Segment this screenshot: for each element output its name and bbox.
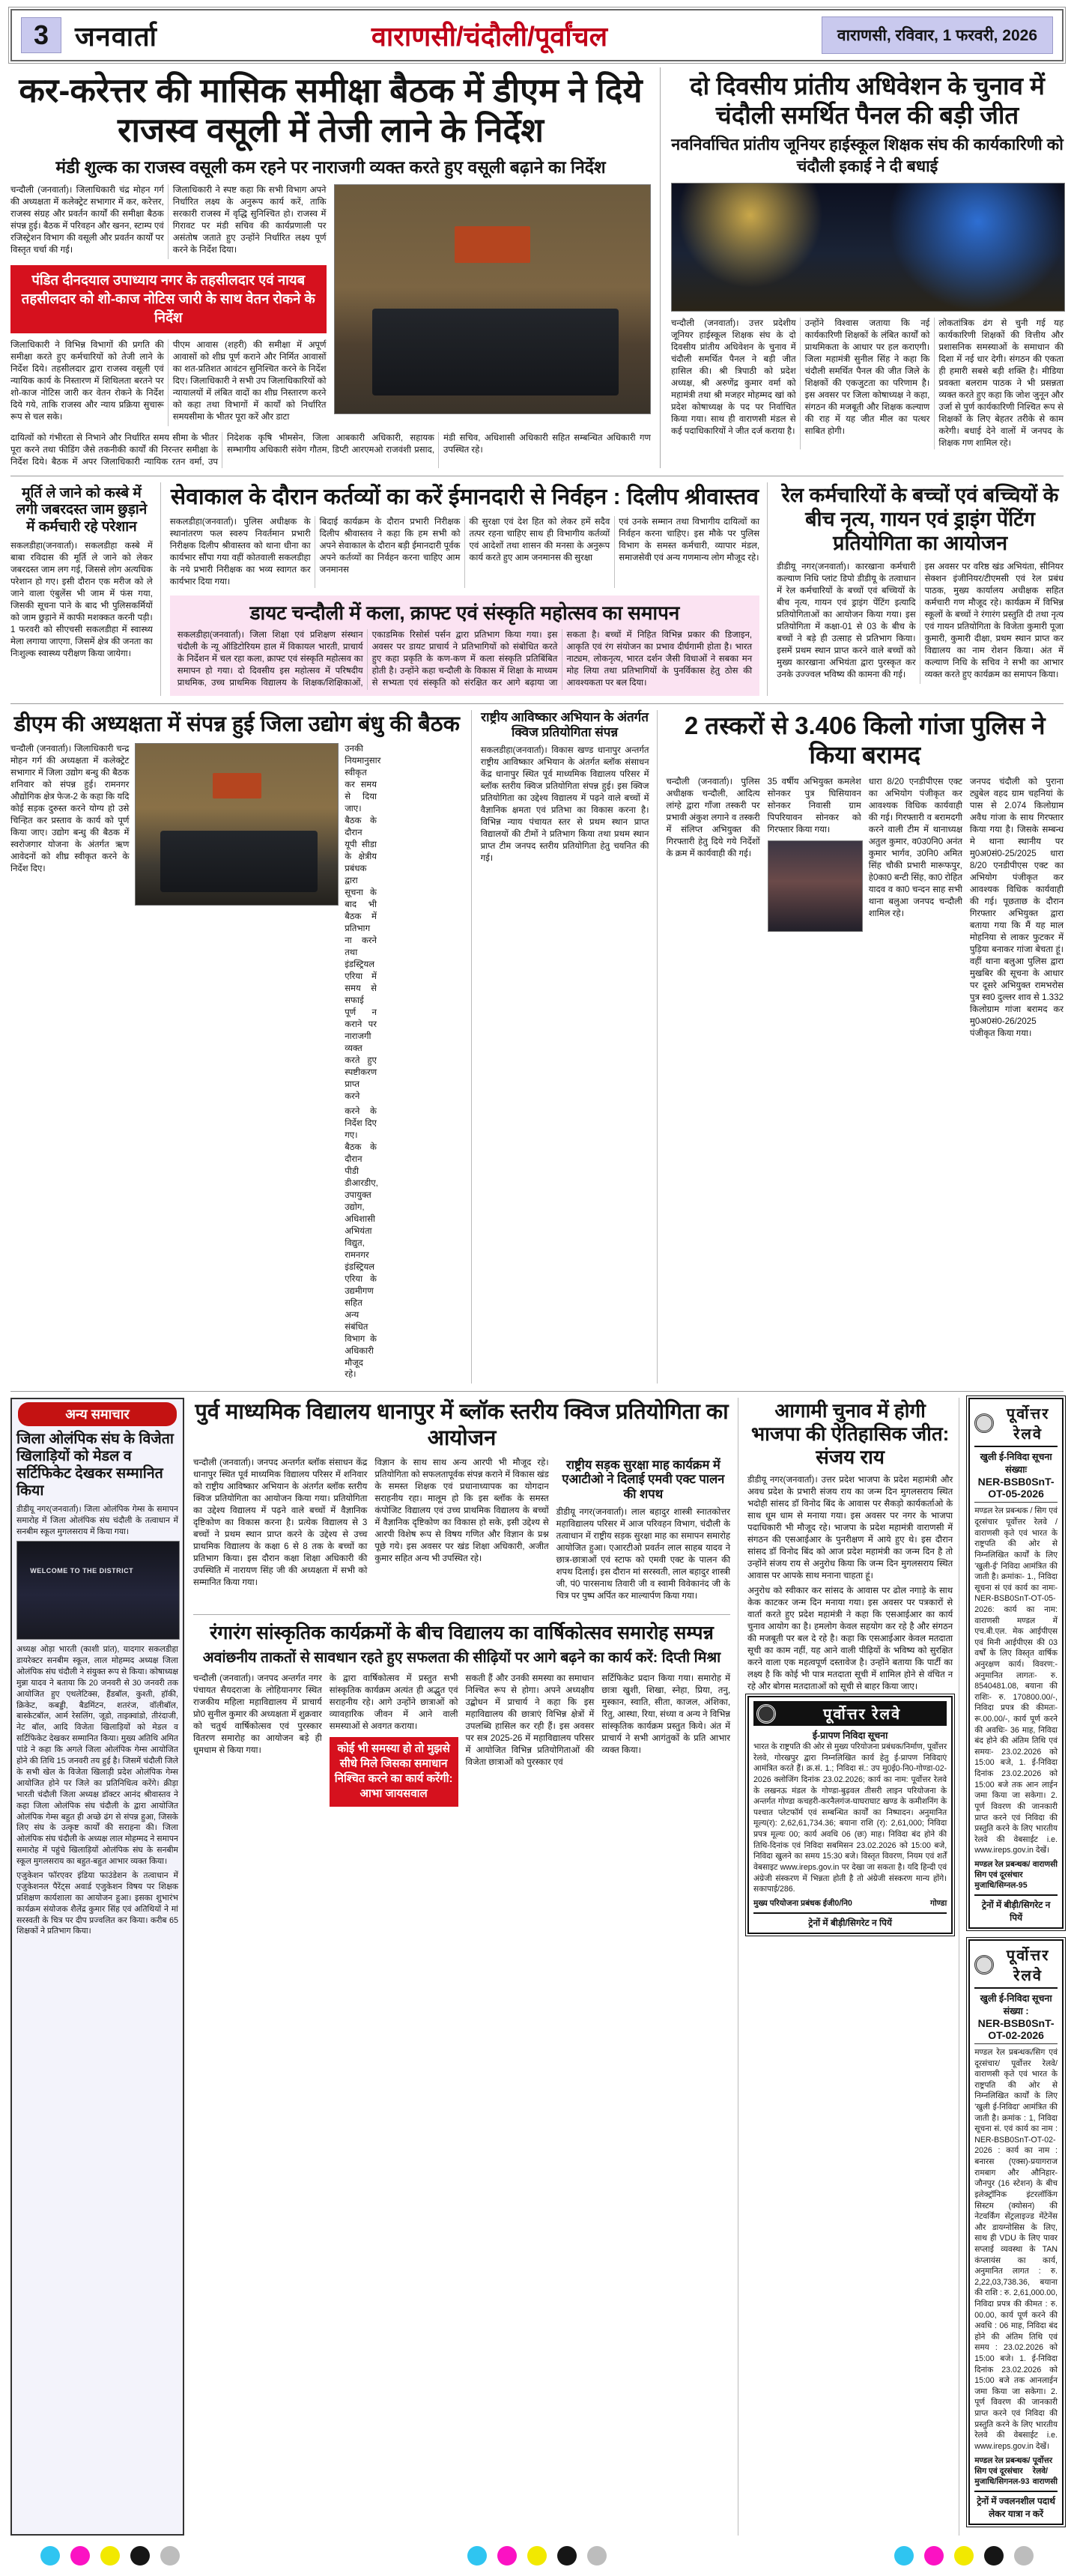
article-varshikotsav bbox=[193, 1614, 730, 1810]
print-color-dot bbox=[40, 2546, 60, 2566]
dhanapur-headline: पुर्व माध्यमिक विद्यालय धानापुर में ब्लॉक स्तरीय क्विज प्रतियोगिता का आयोजन bbox=[195, 1400, 729, 1450]
lead-body-col: चन्दौली (जनवार्ता)। जिलाधिकारी चंद्र मोहन गर्ग की अध्यक्षता में कलेक्ट्रेट सभागार में कर, करेत्तर, राजस्व संग्रह और प्रवर्तन कार्यों की समीक्षा बैठक संपन्न हुई। बैठक में परिवहन और खनन, स्टाम्प एवं रजिस्ट्रेशन विभाग की वसूली और प्रवर्तन कार्यों पर विस्तृत चर्चा की गई। bbox=[10, 185, 164, 255]
notice1-body: मण्डल रेल प्रबन्धक / सिग एवं दूरसंचार पूर्वोत्तर रेलवे /वाराणसी कृते एवं भारत के राष्ट्रपति की ओर से निम्नलिखित कार्यों के लिए 'खुली-ई' निविदा आमंत्रित की जाती है। क्रमांकः- 1., निविदा सूचना सं एवं कार्य का नामः- NER-BSB0SnT-OT-05-2026: कार्य का नाम: वाराणसी मण्डल में एच.बी.एल. मेक आईपीएस एवं मिनी आईपीएस की 03 वर्षों के लिए विस्तृत वार्षिक अनुरक्षण कार्य। विवरण:- अनुमानित लागतः- रु. 8540481.08, बयाना की राशिः- रु. 170800.00/-, निविदा प्रपत्र की कीमतः- रू.00.00/-, कार्य पूर्ण करने की अवधिः- 36 माह, निविदा बंद होने की अंतिम तिथि एवं समयः- 23.02.2026 को 15:00 बजे, 1. ई-निविदा दिनांक 23.02.2026 को 15:00 बजे तक आन लाईन जमा किया जा सकेगा। 2. पूर्ण विवरण की जानकारी प्राप्त करने एवं निविदा की प्रस्तुति करने के लिए भारतीय रेलवे की वेबसाईट i.e. www.ireps.gov.in देखें। bbox=[974, 1506, 1058, 1855]
quiz-sampann-headline: राष्ट्रीय आविष्कार अभियान के अंतर्गत क्विज प्रतियोगिता संपन्न bbox=[481, 710, 649, 740]
notice2-sign-left: मुख्य परियोजना प्रबंधक ईजी0/नि0 bbox=[753, 1898, 852, 1908]
print-color-dot bbox=[527, 2546, 547, 2566]
top-stories-row bbox=[10, 67, 1064, 468]
edition-region: वाराणसी/चंदौली/पूर्वांचल bbox=[371, 20, 607, 52]
ganja-police-photo bbox=[768, 840, 863, 932]
article-sadak-suraksha bbox=[556, 1457, 730, 1605]
cmyk-dots-right bbox=[894, 2546, 1034, 2566]
photo-table-shape bbox=[160, 831, 318, 892]
notice3-footer: ट्रेनों में ज्वलनशील पदार्थ लेकर यात्रा न करें bbox=[974, 2491, 1058, 2520]
ganja-body-col: चन्दौली (जनवार्ता)। पुलिस अधीक्षक चन्दौली, आदित्य लांग्हे द्वारा गाँजा तस्करी पर प्रभावी अंकुश लगाने व तस्करी में संलिप्त अभियुक्त की गिरफ्तारी हेतु दिये गये निर्देशों के क्रम में कार्यवाही की गई। bbox=[666, 776, 760, 858]
print-registration-marks bbox=[10, 2536, 1064, 2572]
railkids-body-col: डीडीयू नगर(जनवार्ता)। कारखाना कर्मचारी कल्याण निधि प्लांट डिपो डीडीयू के तत्वाधान में रेल कर्मचारियों के बच्चों एवं बच्चियों के बीच नृत्य, गायन एवं ड्राइंग पेंटिंग इत्यादि प्रतियोगिताओं का आयोजन किया गया। इस प्रतियोगिता में कक्षा-01 से 03 के बीच के बच्चों ने बड़े ही उत्साह से प्रतिभाग किया। इसमें प्रथम स्थान प्राप्त करने वाले बच्चों को मुख्य कारखाना अभियंता द्वारा पुरस्कृत कर उनके उज्ज्वल भविष्य की कामना की गई। bbox=[777, 562, 916, 680]
notice1-brand: पूर्वोत्तर रेलवे bbox=[1006, 1406, 1050, 1443]
notice2-brand-bar bbox=[753, 1701, 947, 1726]
udyog-body-col: चन्दौली (जनवार्ता)। जिलाधिकारी चन्द्र मोहन गर्ग की अध्यक्षता में कलेक्ट्रेट सभागार में जिला उद्योग बन्धु की बैठक शनिवार को संपन्न हुई। रामनगर औद्योगिक क्षेत्र फेज-2 के कहा कि यदि कोई सड़क दुरुस्त करने योग्य हो उसे चिन्हित कर प्रस्ताव के कार्य को पूर्ण किया जाए। उद्योग बन्धु की बैठक में स्वरोजगार योजना के अंतर्गत ऋण आवेदनों को शीघ्र स्वीकृत करने के निर्देश दिए। bbox=[10, 744, 130, 874]
lead-body-col: जिलाधिकारी ने स्पष्ट कहा कि सभी विभाग अपने निर्धारित लक्ष्य के अनुरूप कार्य करें, ताकि सरकारी राजस्व में वृद्धि सुनिश्चित हो। राजस्व में गिरावट पर मंडी सचिव की कार्यप्रणाली पर असंतोष जताते हुए उन्होंने निर्धारित लक्ष्य पूर्ण करने के निर्देश दिया। bbox=[172, 185, 327, 255]
railway-logo-icon bbox=[974, 1955, 994, 1975]
print-color-dot bbox=[160, 2546, 180, 2566]
print-color-dot bbox=[497, 2546, 517, 2566]
article-ganja-seizure bbox=[667, 710, 1064, 1384]
railway-notice-2 bbox=[747, 1696, 953, 1934]
article-diet-festival bbox=[170, 595, 759, 696]
lead-body-col: पीएम आवास (शहरी) की समीक्षा में अपूर्ण आवासों को शीघ्र पूर्ण कराने और निर्मित आवासों का शत-प्रतिशत आवंटन सुनिश्चित करने के निर्देश दिए। जिलाधिकारी ने सभी उप जिलाधिकारियों को न्यायालयों में लंबित वादों का शीघ्र निस्तारण करने को कहा तथा विभागों में कार्यों को निर्धारित समयसीमा के भीतर पूरा करें और डाटा bbox=[172, 340, 327, 422]
sevakal-body-col: सकलडीहा(जनवार्ता)। पुलिस अधीक्षक के स्थानांतरण फल स्वरुप निवर्तमान प्रभारी निरीक्षक दिलीप श्रीवास्तव को थाना धीना का कार्यभार सौंपा गया वहीं कोतवाली सकलडीहा के नये प्रभारी निरीक्षक का भव्य स्वागत कर कार्यभार दिया गया। bbox=[169, 517, 311, 587]
article-olympic-box bbox=[10, 1398, 184, 2535]
cmyk-dots-left bbox=[40, 2546, 180, 2566]
sanjay-headline: आगामी चुनाव में होगी भाजपा की ऐतिहासिक जीत: संजय राय bbox=[750, 1399, 950, 1468]
diet-body: सकलडीहा(जनवार्ता)। जिला शिक्षा एवं प्रशिक्षण संस्थान चंदौली के न्यू ऑडिटोरियम हाल में विकायल भारती, प्राचार्य के निर्देशन में चल रहा कला, क्राफ्ट एवं संस्कृति महोत्सव का समापन हो गया। दो दिवसीय इस महोत्सव में परिषदीय प्राथमिक, उच्च प्राथमिक विद्यालय के शिक्षक/शिक्षिकाओं, एकाडमिक रिसोर्स पर्सन द्वारा प्रतिभाग किया गया। इस अवसर पर डायट प्राचार्य ने प्रतिभागियों को संबोधित करते हुए कहा प्रकृति के कण-कण में कला संस्कृति प्रतिबिंबित होती है। उन्होंने कहा चन्दौली के विकास में शिक्षा के माध्यम से सभ्यता एवं संस्कृति को संरक्षित कर आगे बढ़ाया जा सकता है। बच्चों में निहित विभिन्न प्रकार की डिजाइन, आकृति एवं रंग संयोजन का प्रभाव दीर्घगामी होता है। भारत नाट्यम, लोकनृत्य, भारत दर्शन जैसी विधाओं ने सबका मन मोह लिया तथा प्रतिभागियों के पुनर्विकास हेतु ठोस की आवश्यकता पर बल दिया। bbox=[177, 629, 753, 688]
article-rail-kids bbox=[777, 482, 1064, 696]
ganja-body-col: धारा 8/20 एनडीपीएस एक्ट का अभियोग पंजीकृत कर आवश्यक विधिक कार्यवाही की गई। गिरफ्तारी व बरामदगी करने वाली टीम में थानाध्यक्ष अतुल कुमार, व0उ0नि0 अनंत कुमार भार्गव, उ0नि0 अमित सिंह चौकी प्रभारी मारूफपुर, हे0का0 बन्टी सिंह, का0 रोहित यादव व का0 चन्दन साह सभी थाना बलुआ जनपद चन्दौली शामिल रहे। bbox=[868, 776, 962, 918]
notice3-title: खुली ई-निविदा सूचना संख्या : bbox=[980, 1992, 1052, 2016]
page-number: 3 bbox=[21, 17, 61, 53]
print-color-dot bbox=[70, 2546, 90, 2566]
olympic-stage-photo bbox=[16, 1541, 180, 1640]
railway-logo-icon bbox=[974, 1413, 994, 1433]
photo-banner-shape bbox=[213, 773, 261, 798]
notice3-brand: पूर्वोत्तर रेलवे bbox=[1006, 1947, 1050, 1984]
railway-notice-3 bbox=[968, 1939, 1064, 2525]
lead-callout-box: पंडित दीनदयाल उपाध्याय नगर के तहसीलदार एवं नायब तहसीलदार को शो-काज नोटिस जारी के साथ वेतन रोकने के निर्देश bbox=[10, 265, 327, 333]
lead-meeting-photo bbox=[334, 184, 652, 414]
print-color-dot bbox=[557, 2546, 577, 2566]
diet-headline: डायट चन्दौली में कला, क्राफ्ट एवं संस्कृति महोत्सव का समापन bbox=[249, 601, 680, 625]
notice1-title: खुली ई-निविदा सूचना संख्याः bbox=[980, 1452, 1052, 1476]
photo-table-shape bbox=[372, 309, 619, 396]
railkids-headline: रेल कर्मचारियों के बच्चों एवं बच्चियों के बीच नृत्य, गायन एवं ड्राइंग पेंटिंग प्रतियोगिता का आयोजन bbox=[781, 483, 1059, 554]
article-quiz-sampann bbox=[481, 710, 658, 1384]
print-color-dot bbox=[954, 2546, 974, 2566]
sadak-body: डीडीयू नगर(जनवार्ता)। लाल बहादुर शास्त्री स्नातकोत्तर महाविद्यालय परिसर में आज परिवहन विभाग, चंदौली के तत्वाधान में राष्ट्रीय सड़क सुरक्षा माह का समापन समारोह आयोजित हुआ। एआरटीओ प्रवर्तन लाल साहब यादव ने छात्र-छात्राओं एवं स्टाफ को एमवी एक्ट के पालन की शपथ दिलाई। इस दौरान मां सरस्वती, लाल बहादुर शास्त्री जी, पं0 पारसनाथ तिवारी जी व स्वामी विवेकानंद जी के चित्र पर पुष्प अर्पित कर माल्यार्पण किया गया। bbox=[556, 1507, 731, 1601]
masthead bbox=[10, 9, 1064, 61]
varshikotsav-headline: अवांछनीय ताकतों से सावधान रहते हुए सफलता की सीढ़ियों पर आगे बढ़ने का कार्य करें: दिप्ती मिश्रा bbox=[202, 1649, 721, 1666]
notice1-brand-bar bbox=[974, 1403, 1058, 1447]
cmyk-dots-center bbox=[467, 2546, 607, 2566]
print-color-dot bbox=[130, 2546, 150, 2566]
olympic-body-para: अध्यक्ष ओड़ा भारती (काशी प्रांत), यादगार सकलडीहा डायरेक्टर सनबीम स्कूल, लाल मोहम्मद अध्यक्ष जिला ओलंपिक संघ चंदौली ने संयुक्त रूप से किया। कोषाध्यक्ष मुन्ना यादव ने बताया कि 20 जनवरी से 30 जनवरी तक आयोजित हुए एथलेटिक्स, हैंडबॉल, कुश्ती, हॉकी, क्रिकेट, कबड्डी, बैडमिंटन, शतरंज, वॉलीबॉल, बास्केटबॉल, आर्म रेसलिंग, जूडो, ताइक्वांडो, तीरंदाजी, नेट बॉल, आदि विजेता खिलाड़ियों को मेडल व सर्टिफिकेट देखकर सम्मानित किया। मुख्य अतिथि अमित पांडे ने कहा कि अगले जिला ओलंपिक गेम्स आयोजित होने की तिथि 15 जनवरी तय हुई है। जिसमें चंदौली जिले के सभी खेल के विजेता खिलाड़ी प्रदेश ओलंपिक गेम्स आयोजित होने पर जिले का प्रतिनिधित्व करेंगे। क्रीड़ा भारती चंदौली जिला अध्यक्ष डॉक्टर आनंद श्रीवास्तव ने कहा जिला ओलंपिक संघ चंदौली के द्वारा आयोजित ओलंपिक गेम्स बहुत ही अच्छे ढंग से संपन्न हुआ, जिसके लिए संघ के उत्कृष्ट कार्यों की सराहना की। जिला ओलंपिक संघ चंदौली के अध्यक्ष लाल मोहम्मद ने समापन समारोह में पहुंचे खिलाड़ियों ओलंपिक संघ के सनबीम स्कूल मुगलसराय का बहुत-बहुत आभार व्यक्त किया। bbox=[16, 1645, 178, 1867]
olympic-headline: जिला ओलंपिक संघ के विजेता खिलाड़ियों को मेडल व सर्टिफिकेट देखकर सम्मानित किया bbox=[16, 1431, 174, 1500]
print-color-dot bbox=[1014, 2546, 1034, 2566]
sanjay-body-col: अनुरोध को स्वीकार कर सांसद के आवास पर ढोल नगाड़े के साथ केक काटकर जन्म दिन मनाया गया। इस अवसर पर पत्रकारों से वार्ता करते हुए प्रदेश महामंत्री ने कहा कि एसआईआर का कार्य चुनाव आयोग का है। हमलोग केवल सहयोग कर रहे है और संगठन की मजबूती पर बल दे रहे है। कहा कि एसआईआर केवल मतदाता सूची का काम नहीं, यह आने वाली पीढ़ियों के भविष्य को सुरक्षित करने वाला एक महत्वपूर्ण दस्तावेज है। उन्होंने बताया कि पार्टी का लक्ष्य है कि कोई भी पात्र मतदाता सूची में शामिल होने से वंचित न रहे और बोगस मतदाताओं को सूची से बाहर किया जाए। bbox=[747, 1586, 953, 1692]
sanjay-and-notice2-column bbox=[747, 1398, 959, 2535]
notice2-body: भारत के राष्ट्रपति की ओर से मुख्य परियोजना प्रबंधक/निर्माण, पूर्वोत्तर रेलवे, गोरखपुर द्वारा निम्नलिखित कार्य हेतु ई-प्रापण निविदाएं आमंत्रित करते हैं। क्र.सं. 1.; निविदा सं.: उप मु0ई0-नि0-गोण्डा-02-2026 क्लोजिंग दिनांक 23.02.2026; कार्य का नाम: पूर्वोत्तर रेलवे के लखनऊ मंडल के गोण्डा-बुढ़वल तीसरी लाइन परियोजना के अन्तर्गत गोण्डा कचहरी-करनैलगंज-घाघराघाट खण्ड के कमीशनिंग के पश्चात प्लेटफॉर्म एवं सम्बन्धित कार्यों का निष्पादन। अनुमानित मूल्य(र): 2,62,61,734.36; बयाना राशि (र): 2,61,000; निविदा प्रपत्र मूल्यः 00; कार्य अवधि 06 (छः) माह। निविदा बंद होने की तिथि-दिनांक एवं निविदा सबमिसन 23.02.2026 को 15:00 बजे, निविदा खुलने का समय 15:30 बजे। विस्तृत विवरण, नियम एवं शर्तें वेबसाइट www.ireps.gov.in पर देखा जा सकता है। यदि हिन्दी एवं अंग्रेजी संस्करण में भिन्नता होती है तो अंग्रेजी संस्करण मान्य होंगे। सकापाई/286. bbox=[753, 1742, 947, 1894]
quiz-sampann-body: सकलडीहा(जनवार्ता)। विकास खण्ड धानापुर अन्तर्गत राष्ट्रीय आविष्कार अभियान के अंतर्गत ब्लॉक संसाधन केंद्र धानापुर स्थित पूर्व माध्यमिक विद्यालय परिसर में ब्लॉक स्तरीय क्विज प्रतियोगिता संपन्न हुई। इस क्विज प्रतियोगिता का उद्देश्य विद्यालय में पढ़ने वाले बच्चों में वैज्ञानिक क्षमता एवं प्रतिभा का विकास करना है। विभिन्न न्याय पंचायत स्तर से प्रथम स्थान प्राप्त विद्यालयों की टीमों ने प्रतिभाग किया तथा प्रथम स्थान प्राप्त टीम जनपद स्तरीय प्रतियोगिता हेतु चयनित की गई। bbox=[480, 745, 649, 864]
udyog-headline: डीएम की अध्यक्षता में संपन्न हुई जिला उद्योग बंधु की बैठक bbox=[13, 712, 460, 737]
article-dhanapur-quiz bbox=[193, 1399, 730, 1605]
varshikotsav-body-col: के द्वारा वार्षिकोत्सव में प्रस्तुत सभी सांस्कृतिक कार्यक्रम अत्यंत ही अद्भुत एवं सराहनीय रहे। आगे उन्होंने छात्राओं को व्यावहारिक जीवन में आने वाली समस्याओं से अवगत कराया। bbox=[329, 1673, 458, 1731]
notice1-footer: ट्रेनों में बीड़ी/सिगरेट न पियें bbox=[974, 1894, 1058, 1924]
notice1-sign-right: वाराणसी bbox=[1032, 1859, 1058, 1869]
ganja-body-col: 35 वर्षीय अभियुक्त कमलेश सोनकर पुत्र घिसियावन सोनकर निवासी ग्राम पिपरियावन सोनकर को गिरफ्तार किया गया। bbox=[767, 776, 861, 834]
notice3-sign-right: पूर्वोत्तर रेलवे/वाराणसी bbox=[1032, 2455, 1058, 2486]
notice3-body: मण्डल रेल प्रबन्धक/सिग एवं दूरसंचार/ पूर्वोत्तर रेलवे/वाराणसी कृते एवं भारत के राष्ट्रपति की ओर से निम्नलिखित कार्यों के लिए 'खुली ई-निविदा' आमंत्रित की जाती है। क्रमांक : 1, निविदा सूचना सं. एवं कार्य का नाम : NER-BSB0SnT-OT-02-2026 : कार्य का नाम : बनारस (एक्स)-प्रयागराज रामबाग और औनिहार-जौनपुर (16 स्टेशन) के बीच इलेक्ट्रॉनिक इंटरलॉकिंग सिस्टम (क्योसन) की नेटवर्किंग सेंट्रलाइज्ड मेंटेनेंस और डायग्नोसिस के लिए, साथ ही VDU के लिए पावर सप्लाई व्यवस्था के TAN कंप्लायंस का कार्य, अनुमानित लागत : रु. 2,22,03,738.36, बयाना की राशि : रु. 2,61,000.00, निविदा प्रपत्र की कीमत : रु. 00.00, कार्य पूर्ण करने की अवधि : 06 माह, निविदा बंद होने की अंतिम तिथि एवं समय : 23.02.2026 को 15:00 बजे। 1. ई-निविदा दिनांक 23.02.2026 को 15:00 बजे तक आनलाईन जमा किया जा सकेगा। 2. पूर्ण विवरण की जानकारी प्राप्त करने एवं निविदा की प्रस्तुति करने के लिए भारतीय रेलवे की वेबसाईट i.e. www.ireps.gov.in देखें। bbox=[974, 2047, 1058, 2451]
lead-deck: मंडी शुल्क का राजस्व वसूली कम रहने पर नाराजगी व्यक्त करते हुए वसूली बढ़ाने का निर्देश bbox=[55, 157, 606, 178]
article-lead bbox=[10, 67, 661, 468]
notice2-sign-right: गोण्डा bbox=[930, 1898, 947, 1908]
notice3-sign-left: मण्डल रेल प्रबन्धक/सिग एवं दूरसंचार मुजाधि/सिगनल-93 bbox=[974, 2455, 1031, 2486]
sevakal-body-col: बिदाई कार्यक्रम के दौरान प्रभारी निरीक्षक दिलीप श्रीवास्तव ने कहा कि हम सभी को अपने सेवाकाल के दौरान बड़ी ईमानदारी पूर्वक अपने कर्तव्यों का निर्वहन करना चाहिए आम जनमानस bbox=[319, 517, 461, 575]
lead-body-col: जिलाधिकारी ने विभिन्न विभागों की प्रगति की समीक्षा करते हुए कर्मचारियों को तेजी लाने के निर्देश दिये। तहसीलदार द्वारा राजस्व वसूली एवं न्यायिक कार्य के निस्तारण में शिथिलता बरतने पर शो-काज नोटिस जारी कर वेतन रोकने के निर्देश दिये गये, ताकि राजस्व और न्याय प्रक्रिया सुचारू रूप से चल सके। bbox=[10, 340, 164, 422]
udyog-meeting-photo bbox=[135, 743, 339, 906]
varshikotsav-top-headline: रंगारंग सांस्कृतिक कार्यक्रमों के बीच विद्यालय का वार्षिकोत्सव समारोह सम्पन्न bbox=[193, 1614, 730, 1645]
notice2-footer: ट्रेनों में बीड़ी/सिगरेट न पियें bbox=[753, 1912, 947, 1929]
varshikotsav-body-col: सकती हैं और उनकी समस्या का समाधान निश्चित रूप से होगा। अपने अध्यक्षीय उद्बोधन में प्राचार्य ने कहा कि इस महाविद्यालय की छात्राएं विभिन्न क्षेत्रों में उपलब्धि हासिल कर रही हैं। इस अवसर पर सत्र 2025-26 में महाविद्यालय परिसर में आयोजित विभिन्न प्रतियोगिताओं की विजेता छात्राओं को पुरस्कार एवं bbox=[465, 1673, 595, 1767]
election-body-col: उन्होंने विश्वास जताया कि नई कार्यकारिणी शिक्षकों के लंबित कार्यों को प्राथमिकता के आधार पर हल कराएगी। जिला महामंत्री सुनील सिंह ने कहा कि चंदौली समर्थित पैनल की जीत जिले के शिक्षकों की एकजुटता का परिणाम है। इस अवसर पर जिला कोषाध्यक्ष ने कहा, संगठन की मजबूती और शिक्षक कल्याण की राह में यह जीत मील का पत्थर साबित होगी। bbox=[804, 318, 930, 436]
election-group-photo bbox=[671, 183, 1065, 312]
notices-column bbox=[968, 1398, 1064, 2535]
dhanapur-body-col: चन्दौली (जनवार्ता)। जनपद अन्तर्गत ब्लॉक संसाधन केंद्र धानापुर स्थित पूर्व माध्यमिक विद्यालय परिसर में शनिवार को राष्ट्रीय आविष्कार अभियान के अंतर्गत ब्लॉक स्तरीय क्विज प्रतियोगिता का आयोजन किया गया। प्रतियोगिता का उद्देश्य विद्यालय में पढ़ने वाले बच्चों में वैज्ञानिक दृष्टिकोण का विकास करना है। प्रत्येक विद्यालय से 3 बच्चों ने प्रथम स्थान प्राप्त करने के उद्देश्य से उच्च प्राथमिक विद्यालय के कक्षा 6 से 8 तक के बच्चों का प्रतिभाग किया। इस दौरान कक्षा शिक्षा अधिकारी की उपस्थिति में नारायण सिंह जी की अध्यक्षता में सभी को सम्मानित किया गया। bbox=[192, 1457, 368, 1587]
article-murti-jam bbox=[10, 482, 161, 696]
print-color-dot bbox=[100, 2546, 120, 2566]
middle-row bbox=[10, 476, 1064, 696]
varshikotsav-body-col: चन्दौली (जनवार्ता)। जनपद अन्तर्गत नगर पंचायत सैयदराजा के लोहियानगर स्थित राजकीय महिला महाविद्यालय में प्राचार्य प्रो0 सुनील कुमार की अध्यक्षता में शुक्रवार को चतुर्थ वार्षिकोत्सव एवं पुरस्कार वितरण समारोह का आयोजन बड़े ही धूमधाम से किया गया। bbox=[192, 1673, 322, 1755]
election-deck: नवनिर्वाचित प्रांतीय जूनियर हाईस्कूल शिक्षक संघ की कार्यकारिणी को चंदौली इकाई ने दी बधाई bbox=[671, 135, 1064, 175]
sadak-headline: राष्ट्रीय सड़क सुरक्षा माह कार्यक्रम में एआटीओ ने दिलाई एमवी एक्ट पालन की शपथ bbox=[562, 1458, 725, 1501]
print-color-dot bbox=[587, 2546, 607, 2566]
third-row bbox=[10, 703, 1064, 1384]
lead-body-col: दायित्वों को गंभीरता से निभाने और निर्धारित समय सीमा के भीतर पूरा करने तथा फीडिंग जैसे तकनीकी कार्यों की निरन्तर समीक्षा के निर्देश दिये। बैठक में अपर जिलाधिकारी न्यायिक रतन वर्मा, उप निदेशक कृषि भीमसेन, जिला आबकारी अधिकारी, सहायक सम्भागीय अधिकारी संवेग गौतम, डिप्टी आरएमओ राजवंशी प्रसाद, मंडी सचिव, अधिशासी अधिकारी सहित सम्बन्धित अधिकारी गण उपस्थित रहे। bbox=[10, 432, 651, 467]
center-band bbox=[193, 1398, 738, 2535]
election-body-col: लोकतांत्रिक ढंग से चुनी गई यह कार्यकारिणी शिक्षकों की वित्तीय और प्रशासनिक समस्याओं के समाधान की दिशा में नई धार देगी। संगठन की एकता ही हमारी सबसे बड़ी शक्ति है। मीडिया प्रवक्ता बलराम पाठक ने भी प्रसन्नता व्यक्त करते हुए कहा कि जोश जुनून और उर्जा से पुर्ण कार्यकारिणी निश्चित रूप से शिक्षकों के लिए बेहतर तरीके से काम करेगी। बधाई देने वालों में जनपद के शिक्षक गण शामिल रहे। bbox=[938, 318, 1064, 448]
notice3-number: NER-BSB0SnT-OT-02-2026 bbox=[974, 2017, 1058, 2044]
murti-headline: मूर्ति ले जाने को कस्बे में लगी जबरदस्त जाम छुड़ाने में कर्मचारी रहे परेशान bbox=[16, 485, 148, 535]
notice2-brand: पूर्वोत्तर रेलवे bbox=[823, 1706, 902, 1724]
edition-date: वाराणसी, रविवार, 1 फरवरी, 2026 bbox=[822, 16, 1053, 54]
sanjay-body-col: डीडीयू नगर(जनवार्ता)। उत्तर प्रदेश भाजपा के प्रदेश महामंत्री और अवध प्रदेश के प्रभारी संजय राय का जन्म दिन मुगलसराय स्थित भदोही सांसद डॉ विनोद बिंद के आवास पर सैकड़ो कार्यकर्ताओ के साथ धूम धाम से मनाया गया। इस अवसर पर नगर के भाजपा पदाधिकारी भी मौजूद रहे। भाजपा के प्रदेश महामंत्री वाराणसी में संगठन की एसआईआर के पुनरीक्षण में आये हुए थे। इस दौरान सांसद डॉ विनोद बिंद को आज प्रदेश महामंत्री का जन्म दिन है तो उन्होंने संजय राय से अनुरोध किया कि जन्म दिन मुगलसराय स्थित आवास पर आपके साथ मनाना चाहता हूं। bbox=[747, 1475, 953, 1581]
sevakal-body-col: एवं उनके सम्मान तथा विभागीय दायित्वों का निर्वहन करना चाहिए। इस मौके पर पुलिस विभाग के समस्त कर्मचारी, व्यापार मंडल, समाजसेवी एवं अन्य गणमान्य लोग मौजूद रहे। bbox=[619, 517, 760, 563]
bottom-rows bbox=[10, 1391, 1064, 2535]
udyog-body-col: उनकी नियमानुसार स्वीकृत कर समय से दिया जाए। बैठक के दौरान यूपी सीडा के क्षेत्रीय प्रबंधक द्वारा सूचना के बाद भी बैठक में प्रतिभाग ना करने तथा इंडस्ट्रियल एरिया में समय से सफाई पूर्ण न कराने पर नाराजगी व्यक्त करते हुए स्पष्टीकरण प्राप्त करने bbox=[345, 744, 381, 1101]
dhanapur-body-col: विज्ञान के साथ साथ अन्य आरपी भी मौजूद रहे। प्रतियोगिता को सफलतापूर्वक संपन्न कराने में विकास खंड के समस्त शिक्षक एवं प्रधानाध्यापक का योगदान सराहनीय रहा। मालूम हो कि इस ब्लॉक के समस्त कंपोजिट विद्यालय एवं उच्च प्राथमिक विद्यालय के बच्चों में वैज्ञानिक दृष्टिकोण का विकास हो सके, इसी उद्देश्य से आरपी विशेष रूप से विषय गणित और विज्ञान के प्रश्न पूछे गये। इस अवसर पर खंड शिक्षा अधिकारी, अजीत कुमार सहित अन्य भी उपस्थित रहे। bbox=[374, 1457, 549, 1563]
olympic-photo-caption: WELCOME TO THE DISTRICT bbox=[30, 1566, 134, 1575]
sevakal-headline: सेवाकाल के दौरान कर्तव्यों का करें ईमानदारी से निर्वहन : दिलीप श्रीवास्तव bbox=[170, 484, 759, 509]
sevakal-body-col: की सुरक्षा एवं देश हित को लेकर हमें सदैव तत्पर रहना चाहिए साथ ही विभागीय कर्तव्यों एवं आदेशों तथा शासन की मनसा के अनुरूप कार्य करते हुए आम जनमानस की सुरक्षा bbox=[469, 517, 610, 563]
olympic-body-para: एजुकेशन फॉरएवर इंडिया फाउंडेशन के तत्वाधान में एजुकेशनल पैरेंट्स अवार्ड एजुकेशन विषय पर शिक्षक प्रशिक्षण कार्यशाला का आयोजन हुआ। इसका शुभारंभ कार्यक्रम संयोजक शैलेंद्र कुमार सिंह एवं अतिथियों ने मां सरस्वती के चित्र पर दीप प्रज्वलित कर किया। करीब 65 शिक्षकों ने प्रतिभाग किया। bbox=[16, 1870, 178, 1936]
print-color-dot bbox=[984, 2546, 1004, 2566]
print-color-dot bbox=[924, 2546, 944, 2566]
photo-banner-shape bbox=[455, 226, 530, 263]
election-headline: दो दिवसीय प्रांतीय अधिवेशन के चुनाव में चंदौली समर्थित पैनल की बड़ी जीत bbox=[690, 72, 1045, 129]
article-sevakal bbox=[170, 482, 768, 696]
railway-notice-1 bbox=[968, 1398, 1064, 1929]
notice2-title: ई-प्रापण निविदा सूचना bbox=[812, 1730, 888, 1742]
notice3-brand-bar bbox=[974, 1945, 1058, 1989]
notice1-sign-left: मण्डल रेल प्रबन्धक/सिग एवं दूरसंचार मुजाधि/सिग्नल-95 bbox=[974, 1859, 1031, 1890]
print-color-dot bbox=[467, 2546, 487, 2566]
ganja-headline: 2 तस्करों से 3.406 किलो गांजा पुलिस ने किया बरामद bbox=[684, 712, 1046, 769]
olympic-body-para: डीडीयू नगर(जनवार्ता)। जिला ओलंपिक गेम्स के समापन समारोह में जिला ओलंपिक संघ चंदौली के तत्वाधान में सनबीम स्कूल मुगलसराय में किया गया। bbox=[16, 1505, 178, 1537]
article-udyog-bandhu bbox=[10, 710, 472, 1384]
murti-body: सकलडीहा(जनवार्ता)। सकलडीहा कस्बे में बाबा रविदास की मूर्ति ले जाने को लेकर जबरदस्त जाम लग गई, जिससे लोग अत्यधिक परेशान हो गए। इसी दौरान एक मरीज को ले जाने वाला एंबुलेंस भी जाम में फंस गया, जिसकी सूचना पाने के बाद भी पुलिसकर्मियों को जाम छुड़ाने में काफी मशक्कत करनी पड़ी। 1 फरवरी को सीएचसी सकलडीहा में स्वास्थ्य मेला लगाया जाएगा, जिसमें क्षेत्र की जनता का निःशुल्क स्वास्थ्य परीक्षण किया जायेगा। bbox=[10, 541, 153, 658]
ganja-body-col: जनपद चंदौली को पुराना ट्युबेल वहद ग्राम चहनियां के पास से 2.074 किलोग्राम अवैध गांजा के साथ गिरफ्तार किया गया है। जिसके सम्बन्ध मे थाना स्थानीय पर मु0अ0सं0-25/2025 धारा 8/20 एनडीपीएस एक्ट का अभियोग पंजीकृत कर आवश्यक विधिक कार्यवाही की गई। पूछताछ के दौरान गिरफ्तार अभियुक्त द्वारा बताया गया कि मैं यह माल मोहनिया से लाकर फुटकर में पुड़िया बनाकर गांजा बेचता हूं। वहीं थाना बलुआ पुलिस द्वारा मुखबिर की सूचना के आधार पर दूसरे अभियुक्त रामभरोस पुत्र स्व0 दुल्लर शाव से 1.332 किलोग्राम गांजा बरामद कर मु0अ0सं0-26/2025 पंजीकृत किया गया। bbox=[969, 776, 1064, 1038]
varshikotsav-body-col: सर्टिफिकेट प्रदान किया गया। समारोह में छात्रा खुशी, शिखा, स्नेहा, प्रिया, तनु, मुस्कान, स्वाति, सीता, काजल, अंशिका, रितु, आस्था, रिया, संध्या व अन्य ने विभिन्न सांस्कृतिक कार्यक्रम प्रस्तुत किये। अंत में प्राचार्य ने सभी आगंतुकों के प्रति आभार व्यक्त किया। bbox=[601, 1673, 731, 1755]
article-sanjay-rai bbox=[747, 1399, 953, 1693]
railkids-body-col: इस अवसर पर वरिष्ठ खंड अभियंता, सीनियर सेक्शन इंजीनियर/टीएमसी एवं रेल प्रबंध पाठक, मुख्य कार्यालय अधीक्षक सहित कर्मचारी गण मौजूद रहे। कार्यक्रम में विभिन्न स्कूलों के बच्चों ने रंगारंग प्रस्तुति दी तथा नृत्य एवं गायन प्रतियोगिता के विजेता कुमारी पूजा कुमारी, कुमारी दीक्षा, प्रथम स्थान प्राप्त कर विद्यालय का नाम रोशन किया। अंत में कल्याण निधि के सचिव ने सभी का आभार व्यक्त करते हुए कार्यक्रम का समापन किया। bbox=[924, 562, 1064, 680]
notice1-number: NER-BSB0SnT-OT-05-2026 bbox=[974, 1476, 1058, 1503]
election-body-col: चन्दौली (जनवार्ता)। उत्तर प्रदेशीय जूनियर हाईस्कूल शिक्षक संघ के दो दिवसीय प्रांतीय अधिवेशन के चुनाव में चंदौली समर्थित पैनल ने बड़ी जीत हासिल की। श्री त्रिपाठी को प्रदेश अध्यक्ष, श्री अरुणेंद्र कुमार वर्मा को महामंत्री तथा श्री मजहर मोहम्मद खां को प्रदेश कोषाध्यक्ष के पद पर निर्वाचित किया गया। साथ ही वाराणसी मंडल से कई पदाधिकारियों ने जीत दर्ज कराया है। bbox=[670, 318, 796, 436]
other-news-label: अन्य समाचार bbox=[18, 1402, 177, 1426]
railway-logo-icon bbox=[756, 1704, 776, 1724]
varshikotsav-callout-box: कोई भी समस्या हो तो मुझसे सीधे मिले जिसका समाधान निश्चित करने का कार्य करेंगी: आभा जायसवाल bbox=[330, 1737, 458, 1807]
udyog-body-col: करने के निर्देश दिए गए। बैठक के दौरान पीडी डीआरडीए, उपायुक्त उद्योग, अधिशासी अभियंता विद्युत, रामनगर इंडस्ट्रियल एरिया के उद्यमीगण सहित अन्य संबंधित विभाग के अधिकारी मौजूद रहे। bbox=[345, 1106, 378, 1380]
article-election bbox=[671, 67, 1064, 468]
paper-name: जनवार्ता bbox=[75, 20, 157, 52]
lead-headline: कर-करेत्तर की मासिक समीक्षा बैठक में डीएम ने दिये राजस्व वसूली में तेजी लाने के निर्देश bbox=[19, 71, 643, 150]
print-color-dot bbox=[894, 2546, 914, 2566]
